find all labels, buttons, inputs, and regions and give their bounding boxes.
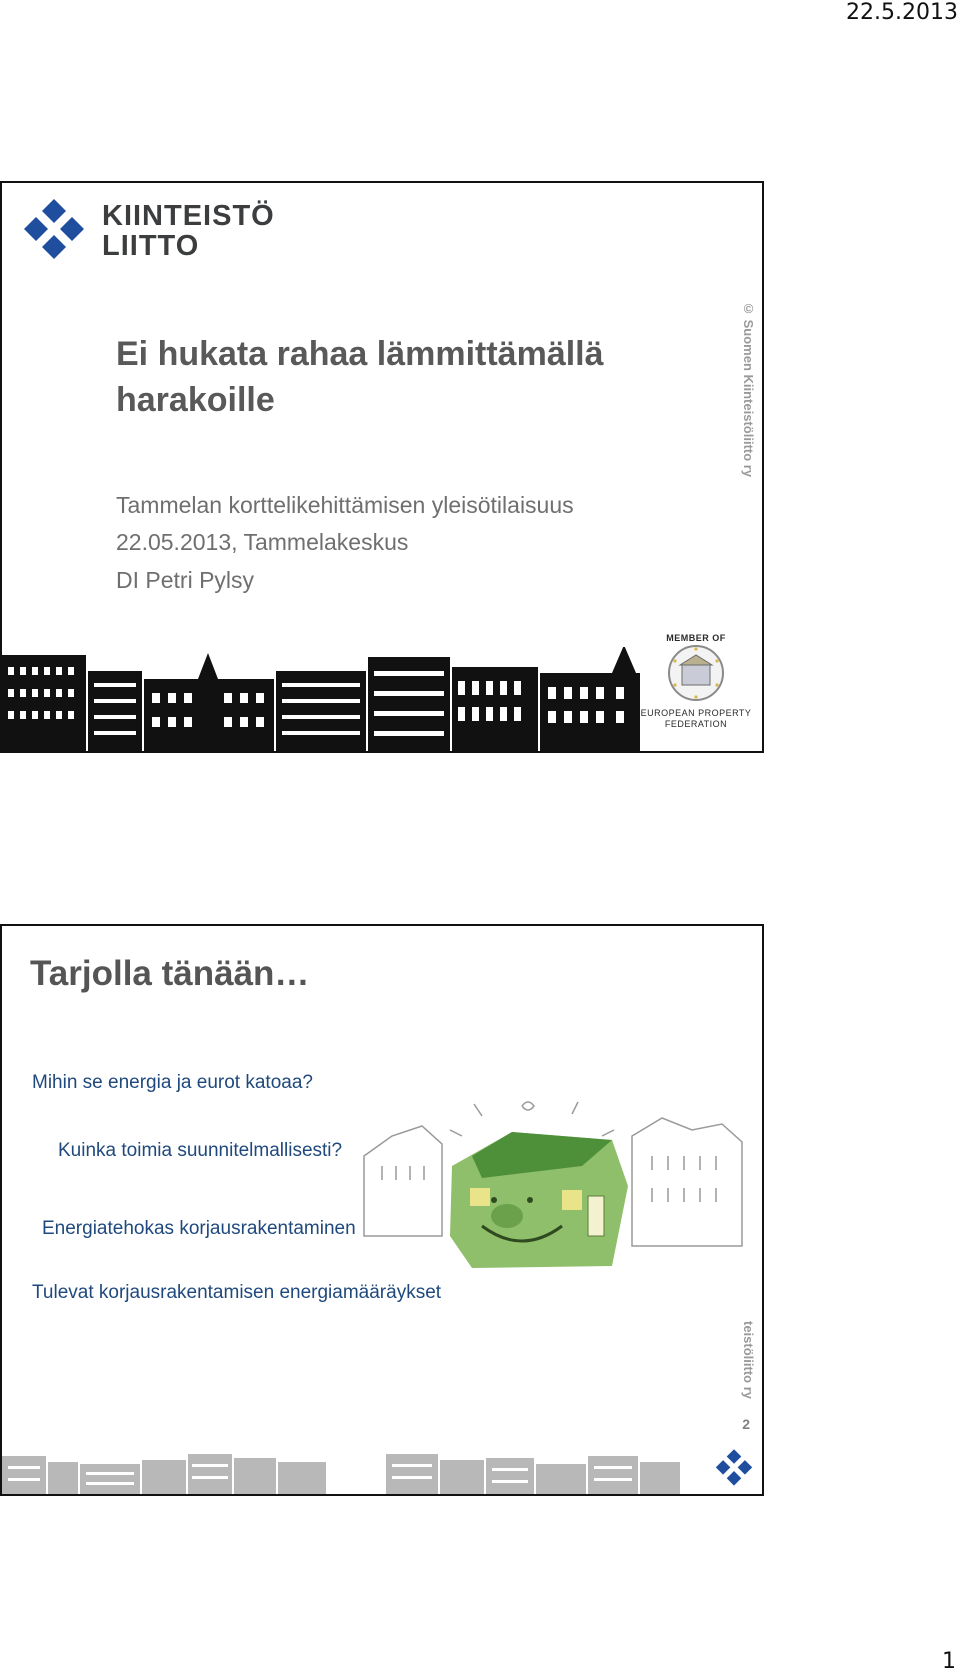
logo-line-1: KIINTEISTÖ (102, 200, 275, 232)
epf-name-line-1: EUROPEAN PROPERTY (640, 708, 752, 718)
page-number: 1 (942, 1649, 956, 1674)
slide-title: Tarjolla tänään… (30, 954, 310, 993)
copyright-vertical: © Suomen Kiinteistöliitto ry (741, 301, 756, 478)
slide-title: Ei hukata rahaa lämmittämällä harakoille (116, 335, 604, 419)
agenda-item-4: Tulevat korjausrakentamisen energiamääräykset (32, 1282, 442, 1303)
smiling-house-illustration (362, 1096, 752, 1296)
agenda-item-2: Kuinka toimia suunnitelmallisesti? (58, 1140, 343, 1161)
epf-member-badge (636, 633, 756, 751)
slide-number: 2 (742, 1416, 750, 1432)
diamond-logo-icon (22, 197, 86, 263)
event-date-place: 22.05.2013, Tammelakeskus (116, 529, 409, 555)
agenda-item-3: Energiatehokas korjausrakentaminen (42, 1218, 356, 1239)
diamond-logo-icon (714, 1448, 754, 1488)
agenda-item-1: Mihin se energia ja eurot katoaa? (32, 1072, 313, 1093)
logo-line-2: LIITTO (102, 230, 200, 262)
epf-emblem-icon (666, 643, 726, 703)
slide-2 (0, 924, 764, 1496)
grey-skyline-illustration (2, 1450, 702, 1494)
slide-1 (0, 181, 764, 753)
event-subtitle: Tammelan korttelikehittämisen yleisötilaisuus (116, 492, 574, 518)
presenter-name: DI Petri Pylsy (116, 567, 255, 593)
epf-member-label: MEMBER OF (666, 633, 726, 643)
epf-name-line-2: FEDERATION (664, 719, 728, 729)
copyright-vertical: teistöliitto ry (741, 1321, 756, 1400)
kiinteistoliitto-logo (22, 197, 284, 265)
page-date: 22.5.2013 (846, 0, 958, 25)
city-skyline-illustration (2, 647, 642, 751)
